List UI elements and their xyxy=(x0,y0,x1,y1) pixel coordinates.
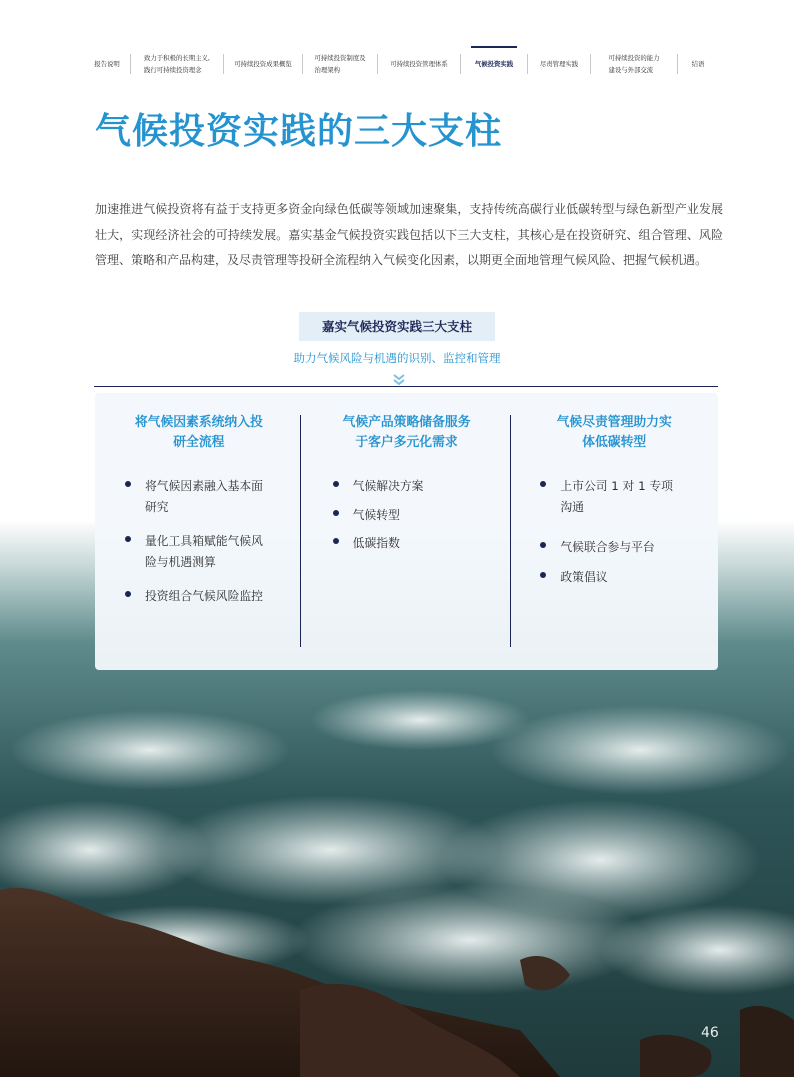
double-chevron-down-icon xyxy=(392,374,406,386)
list-item xyxy=(540,567,704,588)
nav-item-management-system[interactable]: 可持续投资管理体系 xyxy=(390,60,448,68)
page-title: 气候投资实践的三大支柱 xyxy=(95,111,503,152)
nav-item-conclusion[interactable]: 结语 xyxy=(691,60,705,68)
bullet-icon xyxy=(333,481,339,487)
list-item xyxy=(125,586,289,607)
list-item xyxy=(125,531,289,572)
nav-item-climate-investment[interactable]: 气候投资实践 xyxy=(461,46,527,82)
bullet-icon xyxy=(125,481,131,487)
bullet-icon xyxy=(333,538,339,544)
list-item xyxy=(540,537,704,558)
nav-item-stewardship[interactable]: 尽责管理实践 xyxy=(539,60,579,68)
pillar-title: 气候尽责管理助力实 体低碳转型 xyxy=(556,415,672,450)
pillar-title: 将气候因素系统纳入投 研全流程 xyxy=(134,415,263,450)
nav-item-capacity-building[interactable]: 可持续投资的能力 建设与外部交流 xyxy=(608,54,660,74)
pillar-divider xyxy=(510,415,511,647)
pillar-divider xyxy=(300,415,301,647)
list-item xyxy=(540,476,704,517)
pillar-list xyxy=(510,476,718,587)
list-item-text: 政策倡议 xyxy=(560,569,608,584)
list-item xyxy=(333,533,497,554)
pillar-title: 气候产品策略储备服务 于客户多元化需求 xyxy=(342,415,471,450)
pillar-list xyxy=(303,476,511,554)
page-number: 46 xyxy=(701,1025,719,1041)
nav-item-achievements-overview[interactable]: 可持续投资成果概览 xyxy=(234,60,292,68)
pillar-research-integration xyxy=(95,393,303,670)
bullet-icon xyxy=(540,572,546,578)
bullet-icon xyxy=(540,481,546,487)
pillars-panel xyxy=(95,393,718,670)
pillar-stewardship xyxy=(510,393,718,670)
list-item-text: 上市公司 1 对 1 专项 沟通 xyxy=(560,479,673,514)
list-item xyxy=(333,505,497,526)
list-item-text: 气候解决方案 xyxy=(352,479,424,493)
bullet-icon xyxy=(125,536,131,542)
nav-item-report-notes[interactable]: 报告说明 xyxy=(94,60,120,68)
list-item-text: 气候转型 xyxy=(352,507,400,522)
list-item xyxy=(125,476,289,517)
diagram-title: 嘉实气候投资实践三大支柱 xyxy=(299,312,495,341)
pillar-list xyxy=(95,476,303,607)
top-navigation xyxy=(84,46,724,82)
bullet-icon xyxy=(540,542,546,548)
bullet-icon xyxy=(333,510,339,516)
diagram-subtitle: 助力气候风险与机遇的识别、监控和管理 xyxy=(293,351,501,365)
list-item-text: 将气候因素融入基本面 研究 xyxy=(145,479,263,514)
list-item-text: 气候联合参与平台 xyxy=(560,540,655,554)
bullet-icon xyxy=(125,591,131,597)
list-item xyxy=(333,476,497,497)
list-item-text: 低碳指数 xyxy=(352,536,400,550)
list-item-text: 量化工具箱赋能气候风 险与机遇测算 xyxy=(145,534,263,569)
nav-item-governance[interactable]: 可持续投资制度及 治理架构 xyxy=(314,54,366,74)
intro-paragraph: 加速推进气候投资将有益于支持更多资金向绿色低碳等领域加速聚集，支持传统高碳行业低碳转型与绿色新型产业发展壮大，实现经济社会的可持续发展。嘉实基金气候投资实践包括以下三大支柱，其核心是在投资研究、组合管理、风险管理、策略和产品构建，及尽责管理等投研全流程纳入气候变化因素，以期更全面地管理气候风险、把握气候机遇。 xyxy=(95,202,723,267)
nav-item-long-termism[interactable]: 致力于积极的长期主义, 践行可持续投资理念 xyxy=(144,54,210,74)
list-item-text: 投资组合气候风险监控 xyxy=(145,589,263,603)
diagram-divider-line xyxy=(94,386,718,387)
pillar-product-strategy xyxy=(303,393,511,670)
